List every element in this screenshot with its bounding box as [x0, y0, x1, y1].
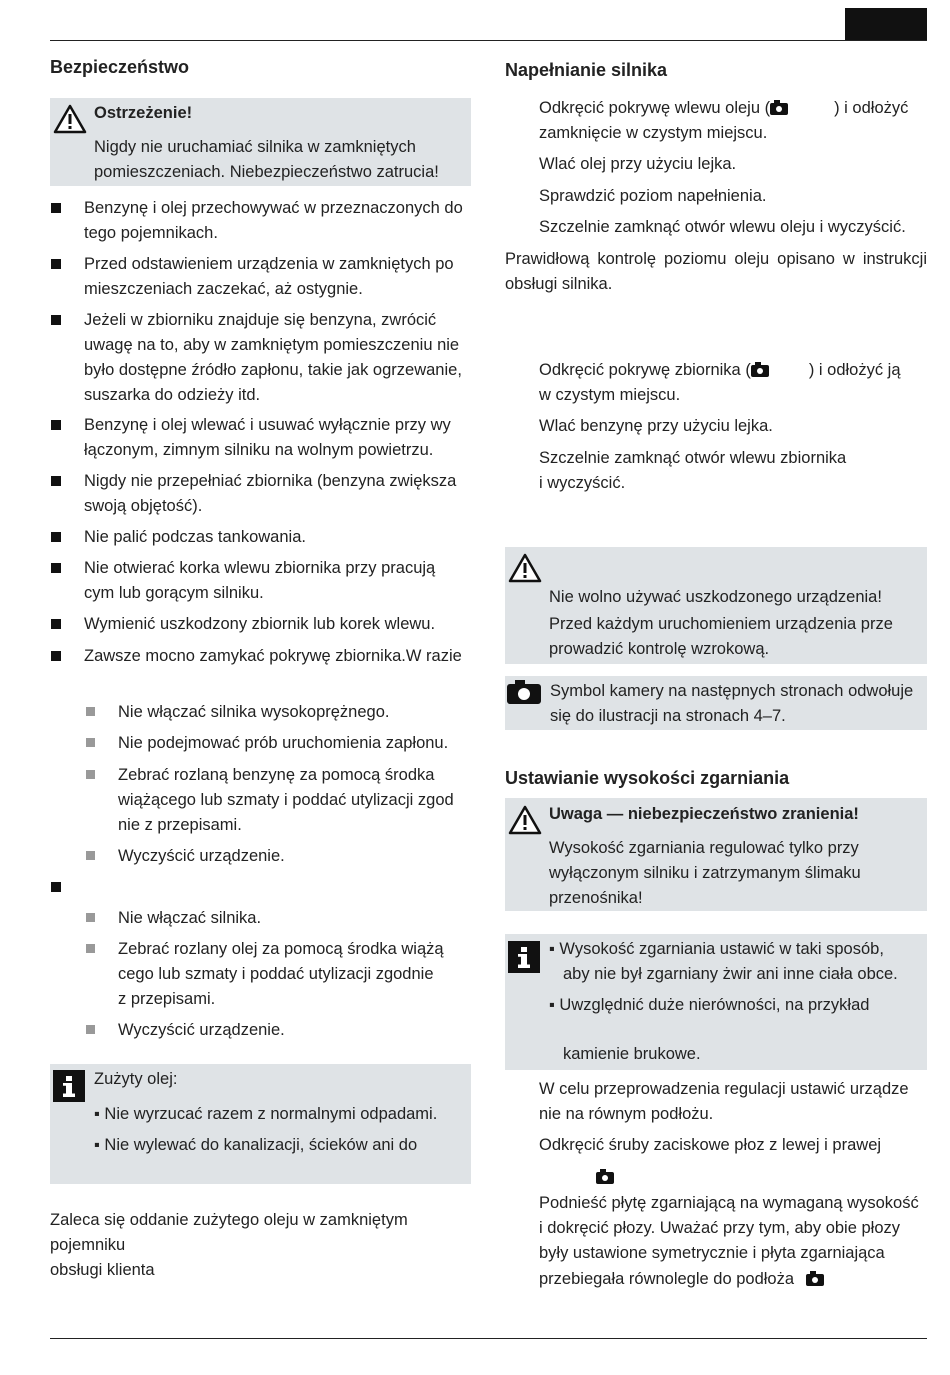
sub-list-item: Nie podejmować prób uruchomienia zapłonu.: [118, 734, 449, 752]
step-text: i dokręcić płozy. Uważać przy tym, aby obie płozy: [539, 1219, 900, 1237]
sub-bullet-icon: [86, 1025, 95, 1034]
warning-text: pomieszczeniach. Niebezpieczeństwo zatrucia!: [94, 163, 439, 181]
list-item: Wymienić uszkodzony zbiornik lub korek wlewu.: [84, 615, 436, 633]
sub-bullet-icon: [86, 944, 95, 953]
info-item: ▪ Wysokość zgarniania ustawić w taki sposób,: [549, 940, 884, 958]
warning-triangle-icon: [53, 104, 87, 134]
sub-list-item: z przepisami.: [118, 990, 216, 1008]
list-item: Benzynę i olej wlewać i usuwać wyłącznie przy wy: [84, 416, 451, 434]
camera-icon: [751, 365, 769, 377]
paragraph: Prawidłową kontrolę poziomu oleju opisano w instrukcji: [505, 250, 927, 268]
list-item: tego pojemnikach.: [84, 224, 218, 242]
step-text: nie na równym podłożu.: [539, 1105, 714, 1123]
safety-heading: Bezpieczeństwo: [50, 57, 190, 77]
warning-text: Wysokość zgarniania regulować tylko przy: [549, 839, 859, 857]
info-title: Zużyty olej:: [94, 1070, 178, 1088]
info-item: ▪ Uwzględnić duże nierówności, na przykład: [549, 996, 870, 1014]
step-text: Szczelnie zamknąć otwór wlewu zbiornika: [539, 449, 847, 467]
step-text-part: Odkręcić pokrywę zbiornika (: [539, 361, 751, 379]
info-item: ▪ Nie wyrzucać razem z normalnymi odpadami.: [94, 1105, 438, 1123]
step-text: były ustawione symetrycznie i płyta zgarniająca: [539, 1244, 885, 1262]
top-rule: [50, 40, 927, 41]
warning-text: przenośnika!: [549, 889, 643, 907]
step-text: zamknięcie w czystym miejscu.: [539, 124, 768, 142]
step-text-part: ) i odłożyć ją: [808, 361, 901, 379]
step-text: Sprawdzić poziom napełnienia.: [539, 187, 767, 205]
step-text-part: Odkręcić pokrywę wlewu oleju (: [539, 99, 771, 117]
paragraph: Zaleca się oddanie zużytego oleju w zamkniętym: [50, 1211, 408, 1229]
sub-bullet-icon: [86, 738, 95, 747]
step-text-part: ) i odłożyć: [834, 99, 909, 117]
list-item: Benzynę i olej przechowywać w przeznaczonych do: [84, 199, 463, 217]
square-bullet-icon: [51, 420, 61, 430]
step-text: Wlać olej przy użyciu lejka.: [539, 155, 737, 173]
list-item: było dostępne źródło zapłonu, takie jak ogrzewanie,: [84, 361, 462, 379]
step-text: w czystym miejscu.: [539, 386, 681, 404]
step-text: Podnieść płytę zgarniającą na wymaganą wysokość: [539, 1194, 919, 1212]
step-text: W celu przeprowadzenia regulacji ustawić urządze: [539, 1080, 909, 1098]
warning-text: Nie wolno używać uszkodzonego urządzenia!: [549, 588, 882, 606]
square-bullet-icon: [51, 315, 61, 325]
page-tab-marker: [845, 8, 927, 40]
camera-note: się do ilustracji na stronach 4–7.: [550, 707, 786, 725]
warning-text: wyłączonym silniku i zatrzymanym ślimaku: [549, 864, 861, 882]
info-item: kamienie brukowe.: [563, 1045, 701, 1063]
list-item: Nie palić podczas tankowania.: [84, 528, 306, 546]
warning-triangle-icon: [508, 805, 542, 835]
step-text: i wyczyścić.: [539, 474, 626, 492]
step-text: [539, 1267, 824, 1292]
warning-triangle-icon: [508, 553, 542, 583]
square-bullet-icon: [51, 259, 61, 269]
sub-bullet-icon: [86, 770, 95, 779]
list-item: Jeżeli w zbiorniku znajduje się benzyna, zwrócić: [84, 311, 437, 329]
scraping-height-heading: Ustawianie wysokości zgarniania: [505, 768, 790, 788]
sub-list-item: Zebrać rozlany olej za pomocą środka wiążą: [118, 940, 444, 958]
list-item: swoją objętość).: [84, 497, 203, 515]
step-text: Szczelnie zamknąć otwór wlewu oleju i wyczyścić.: [539, 218, 906, 236]
list-item: Przed odstawieniem urządzenia w zamkniętych po: [84, 255, 454, 273]
engine-fill-heading: Napełnianie silnika: [505, 60, 668, 80]
list-item: Nigdy nie przepełniać zbiornika (benzyna zwiększa: [84, 472, 457, 490]
camera-icon: [770, 103, 788, 115]
camera-note: Symbol kamery na następnych stronach odwołuje: [550, 682, 914, 700]
warning-title: Uwaga — niebezpieczeństwo zranienia!: [549, 805, 859, 823]
list-item: suszarka do odzieży itd.: [84, 386, 261, 404]
info-icon: [508, 941, 540, 973]
warning-text: Nigdy nie uruchamiać silnika w zamkniętych: [94, 138, 416, 156]
step-text-part: przebiegała równolegle do podłoża: [539, 1270, 795, 1288]
warning-text: prowadzić kontrolę wzrokową.: [549, 640, 770, 658]
paragraph: pojemniku: [50, 1236, 126, 1254]
sub-list-item: Zebrać rozlaną benzynę za pomocą środka: [118, 766, 435, 784]
sub-list-item: wiążącego lub szmaty i poddać utylizacji zgod: [118, 791, 454, 809]
sub-list-item: Nie włączać silnika wysokoprężnego.: [118, 703, 390, 721]
sub-list-item: nie z przepisami.: [118, 816, 242, 834]
step-text: Wlać benzynę przy użyciu lejka.: [539, 417, 773, 435]
list-item: cym lub gorącym silniku.: [84, 584, 264, 602]
info-item: ▪ Nie wylewać do kanalizacji, ścieków ani do: [94, 1136, 418, 1154]
camera-icon: [596, 1172, 614, 1184]
sub-bullet-icon: [86, 913, 95, 922]
sub-list-item: cego lub szmaty i poddać utylizacji zgodnie: [118, 965, 434, 983]
paragraph: obsługi silnika.: [505, 275, 613, 293]
sub-bullet-icon: [86, 851, 95, 860]
warning-title: Ostrzeżenie!: [94, 104, 193, 122]
step-text: [539, 96, 908, 121]
square-bullet-icon: [51, 532, 61, 542]
list-item: uwagę na to, aby w zamkniętym pomieszczeniu nie: [84, 336, 460, 354]
sub-bullet-icon: [86, 707, 95, 716]
list-item: Zawsze mocno zamykać pokrywę zbiornika.W razie: [84, 647, 462, 665]
paragraph: obsługi klienta: [50, 1261, 155, 1279]
info-item: aby nie był zgarniany żwir ani inne ciała obce.: [563, 965, 898, 983]
step-text: [539, 358, 901, 383]
list-item: mieszczeniach zaczekać, aż ostygnie.: [84, 280, 363, 298]
sub-list-item: Nie włączać silnika.: [118, 909, 262, 927]
info-icon: [53, 1070, 85, 1102]
square-bullet-icon: [51, 476, 61, 486]
sub-list-item: Wyczyścić urządzenie.: [118, 1021, 285, 1039]
list-item: łączonym, zimnym silniku na wolnym powietrzu.: [84, 441, 434, 459]
list-item: Nie otwierać korka wlewu zbiornika przy pracują: [84, 559, 436, 577]
square-bullet-icon: [51, 563, 61, 573]
step-text: Odkręcić śruby zaciskowe płoz z lewej i prawej: [539, 1136, 882, 1154]
camera-icon: [806, 1274, 824, 1286]
sub-list-item: Wyczyścić urządzenie.: [118, 847, 285, 865]
square-bullet-icon: [51, 203, 61, 213]
warning-text: Przed każdym uruchomieniem urządzenia prze: [549, 615, 893, 633]
square-bullet-icon: [51, 882, 61, 892]
square-bullet-icon: [51, 619, 61, 629]
square-bullet-icon: [51, 651, 61, 661]
camera-icon: [507, 684, 541, 704]
bottom-rule: [50, 1338, 927, 1339]
